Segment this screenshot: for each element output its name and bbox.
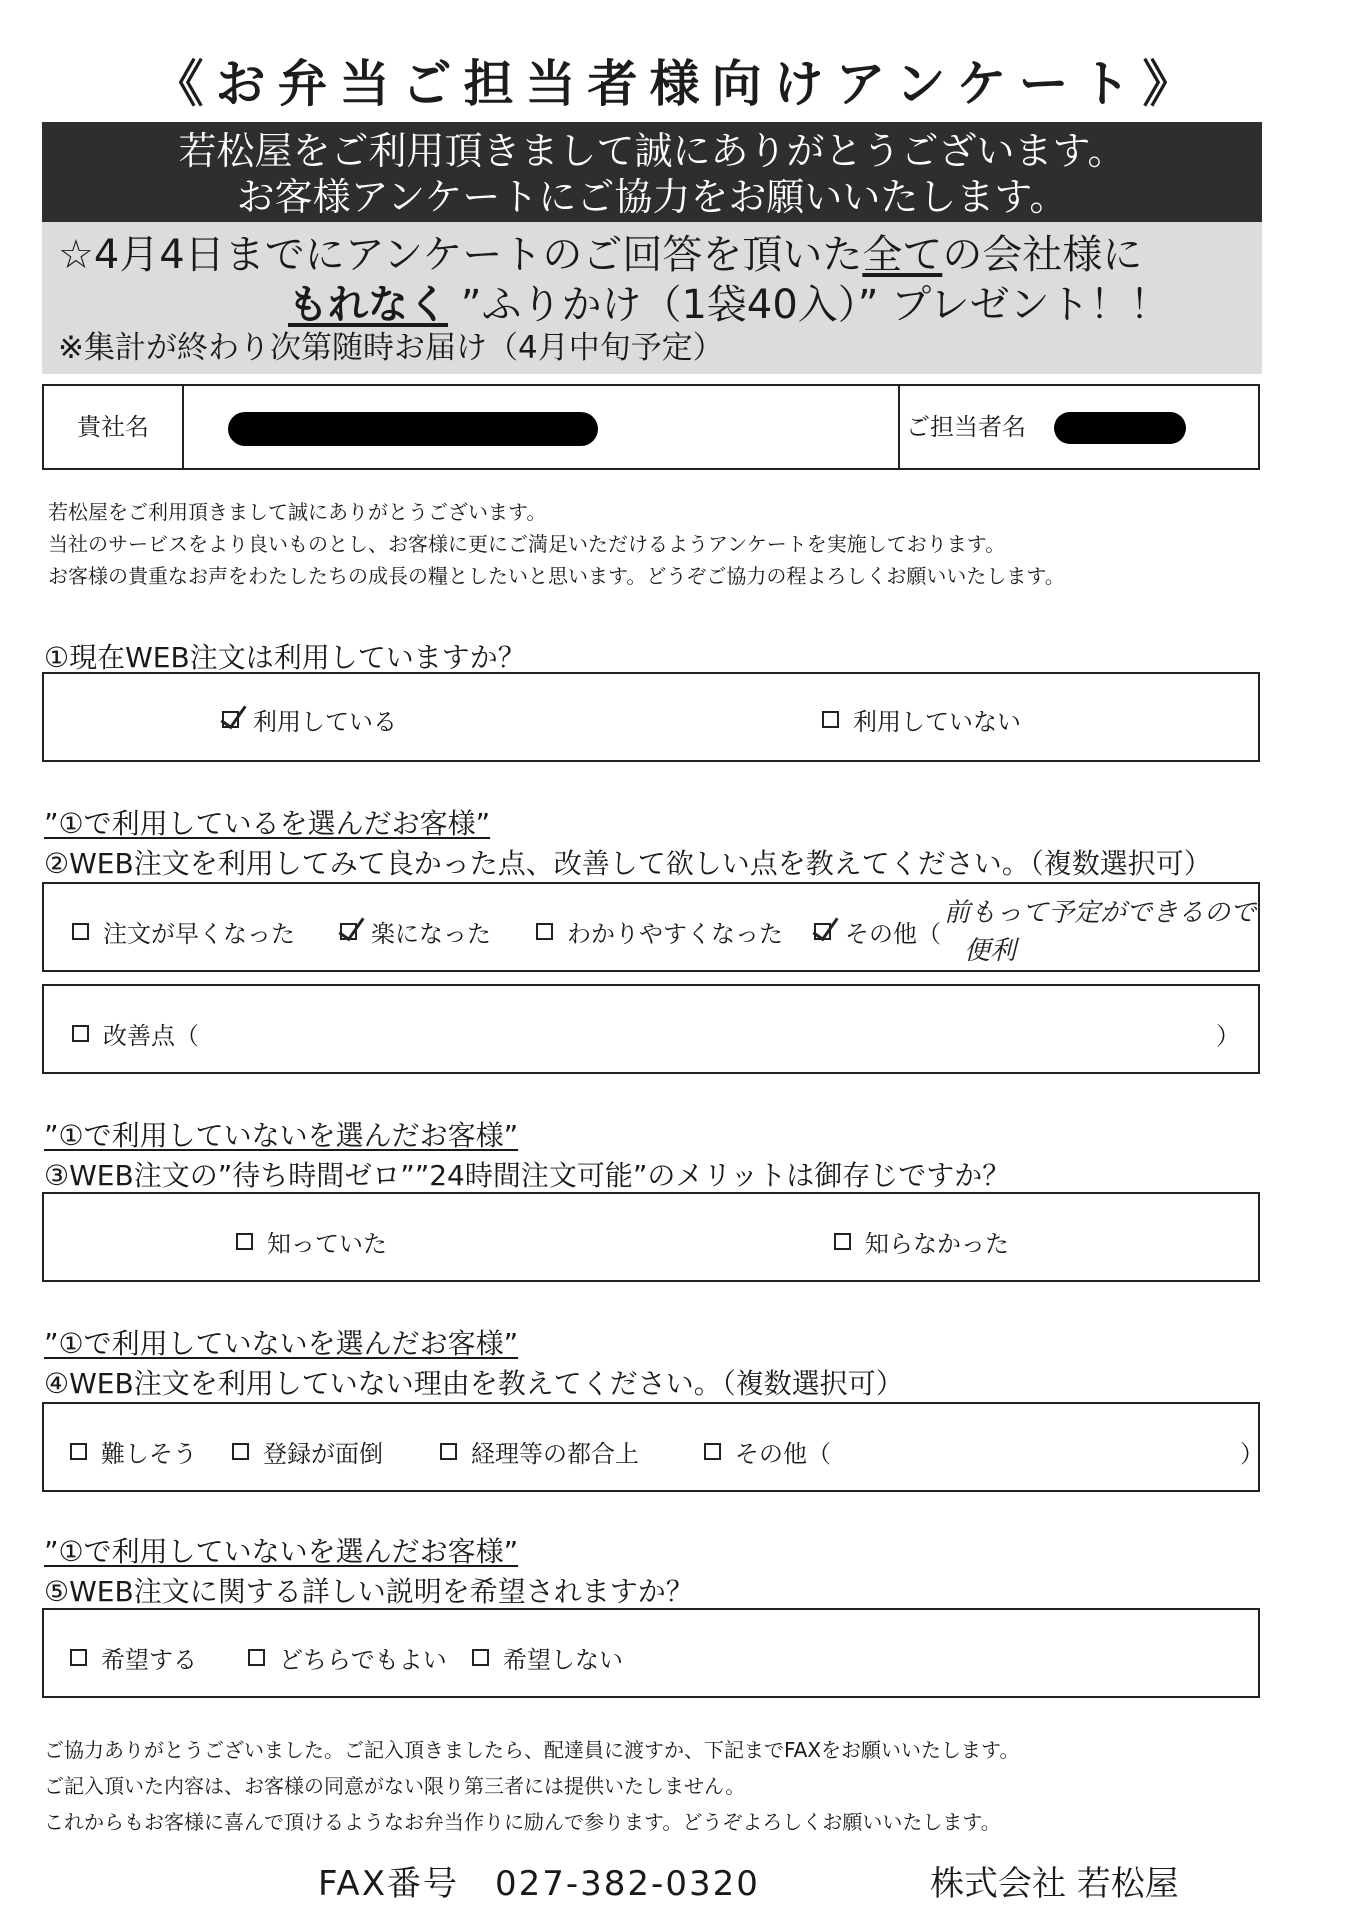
q5-option-want[interactable] — [70, 1640, 197, 1675]
redaction-mark — [1054, 412, 1186, 444]
checkbox-checked-icon[interactable] — [814, 923, 831, 940]
question-3: ③WEB注文の”待ち時間ゼロ””24時間注文可能”のメリットは御存じですか？ — [44, 1159, 1011, 1192]
option-label: わかりやすくなった — [567, 920, 783, 948]
q4-option-registration[interactable] — [232, 1434, 383, 1469]
company-name-label: 貴社名 — [44, 386, 184, 468]
closing-line: ご協力ありがとうございました。ご記入頂きましたら、配達員に渡すか、下記までFAXをお願いいたします。 — [44, 1738, 1020, 1762]
promo-text: ☆4月4日までにアンケートのご回答を頂いた — [58, 232, 863, 278]
contact-name-field[interactable] — [906, 386, 1256, 468]
q1-answer-box — [42, 672, 1260, 762]
closing-line: これからもお客様に喜んで頂けるようなお弁当作りに励んで参ります。どうぞよろしくお願いいたします。 — [44, 1810, 1001, 1834]
checkbox-icon[interactable] — [70, 1649, 87, 1666]
option-label: 登録が面倒 — [263, 1440, 383, 1468]
option-label: 注文が早くなった — [103, 920, 295, 948]
q2-note: ”①で利用しているを選んだお客様” — [44, 807, 491, 840]
option-label: その他（ — [845, 920, 941, 948]
q4-note: ”①で利用していないを選んだお客様” — [44, 1327, 519, 1360]
promo-line-1 — [58, 230, 1262, 280]
intro-line: 若松屋をご利用頂きまして誠にありがとうございます。 — [48, 500, 547, 524]
q2-option-faster[interactable] — [72, 914, 295, 949]
banner-line-2: お客様アンケートにご協力をお願いいたします。 — [236, 175, 1068, 219]
q3-answer-box — [42, 1192, 1260, 1282]
promo-emphasis-without-fail: もれなく — [288, 282, 448, 328]
q2-option-easier[interactable] — [340, 914, 491, 949]
option-label: 利用していない — [853, 708, 1021, 736]
option-label: 経理等の都合上 — [471, 1440, 639, 1468]
contact-name-label: ご担当者名 — [906, 413, 1026, 441]
question-2: ②WEB注文を利用してみて良かった点、改善して欲しい点を教えてください。（複数選択可） — [44, 847, 1212, 880]
checkbox-icon[interactable] — [440, 1443, 457, 1460]
checkbox-icon[interactable] — [70, 1443, 87, 1460]
q2-option-other[interactable] — [814, 914, 941, 949]
checkbox-icon[interactable] — [822, 711, 839, 728]
option-label: 知っていた — [267, 1230, 387, 1258]
checkbox-icon[interactable] — [248, 1649, 265, 1666]
closing-line: ご記入頂いた内容は、お客様の同意がない限り第三者には提供いたしません。 — [44, 1774, 746, 1798]
option-label: その他（ — [735, 1440, 831, 1468]
checkbox-icon[interactable] — [472, 1649, 489, 1666]
q3-note: ”①で利用していないを選んだお客様” — [44, 1119, 519, 1152]
question-5: ⑤WEB注文に関する詳しい説明を希望されますか？ — [44, 1575, 694, 1608]
intro-line: 当社のサービスをより良いものとし、お客様に更にご満足いただけるようアンケートを実施しております。 — [48, 532, 1006, 556]
promo-gift: ”ふりかけ（1袋40入）” プレゼント！！ — [460, 282, 1170, 328]
checkbox-icon[interactable] — [536, 923, 553, 940]
q4-answer-box — [42, 1402, 1264, 1492]
intro-text — [48, 496, 1065, 592]
name-table — [42, 384, 1260, 470]
option-label: どちらでもよい — [279, 1646, 447, 1674]
q3-option-did-not-know[interactable] — [834, 1224, 1009, 1259]
company-name: 株式会社 若松屋 — [930, 1864, 1179, 1904]
option-label: 希望する — [101, 1646, 197, 1674]
checkbox-icon[interactable] — [704, 1443, 721, 1460]
close-paren: ） — [1240, 1440, 1264, 1468]
q2-option-clearer[interactable] — [536, 914, 783, 949]
option-label: 希望しない — [503, 1646, 623, 1674]
promo-line-3: ※集計が終わり次第随時お届け（4月中旬予定） — [58, 330, 724, 366]
close-paren: ） — [1216, 1022, 1240, 1050]
option-label: 知らなかった — [865, 1230, 1009, 1258]
q1-option-not-using[interactable] — [822, 702, 1021, 737]
promo-line-2 — [58, 280, 1262, 330]
question-1: ①現在WEB注文は利用していますか？ — [44, 641, 526, 674]
q3-option-knew[interactable] — [236, 1224, 387, 1259]
redaction-mark — [228, 412, 598, 446]
q4-option-accounting[interactable] — [440, 1434, 639, 1469]
q5-answer-box — [42, 1608, 1260, 1698]
intro-line: お客様の貴重なお声をわたしたちの成長の糧としたいと思います。どうぞご協力の程よろしくお願いいたします。 — [48, 564, 1065, 588]
promo-emphasis-all: 全て — [862, 232, 943, 278]
fax-number: FAX番号 027-382-0320 — [318, 1864, 760, 1904]
checkbox-checked-icon[interactable] — [222, 711, 239, 728]
q2-improvement-box — [42, 984, 1260, 1074]
handwritten-answer-line-1: 前もって予定ができるので — [944, 898, 1257, 928]
q5-note: ”①で利用していないを選んだお客様” — [44, 1535, 519, 1568]
promo-banner — [42, 222, 1262, 374]
checkbox-icon[interactable] — [236, 1233, 253, 1250]
checkbox-checked-icon[interactable] — [340, 923, 357, 940]
q2-good-points-box — [42, 882, 1260, 972]
checkbox-icon[interactable] — [72, 1025, 89, 1042]
page-title: 《お弁当ご担当者様向けアンケート》 — [153, 55, 1205, 113]
banner-line-1: 若松屋をご利用頂きまして誠にありがとうございます。 — [178, 129, 1126, 173]
option-label: 改善点（ — [103, 1022, 199, 1050]
q4-option-other[interactable] — [704, 1434, 831, 1469]
q4-option-difficult[interactable] — [70, 1434, 197, 1469]
q1-option-using[interactable] — [222, 702, 397, 737]
question-4: ④WEB注文を利用していない理由を教えてください。（複数選択可） — [44, 1367, 904, 1400]
checkbox-icon[interactable] — [834, 1233, 851, 1250]
option-label: 利用している — [253, 708, 397, 736]
company-name-field[interactable] — [184, 386, 900, 468]
q5-option-do-not-want[interactable] — [472, 1640, 623, 1675]
q5-option-either[interactable] — [248, 1640, 447, 1675]
checkbox-icon[interactable] — [232, 1443, 249, 1460]
thanks-banner — [42, 122, 1262, 222]
q2-option-improvement[interactable] — [72, 1016, 199, 1051]
closing-text — [44, 1732, 1019, 1840]
handwritten-answer-line-2: 便利 — [964, 936, 1017, 966]
option-label: 楽になった — [371, 920, 491, 948]
checkbox-icon[interactable] — [72, 923, 89, 940]
promo-text: の会社様に — [942, 232, 1143, 278]
option-label: 難しそう — [101, 1440, 197, 1468]
